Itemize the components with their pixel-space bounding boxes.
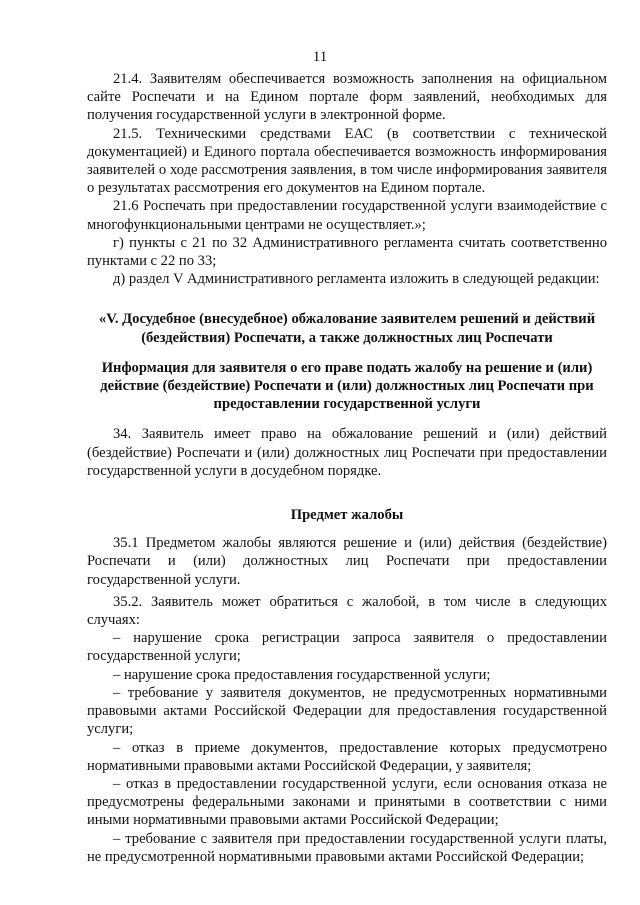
page-number: 11 bbox=[312, 49, 328, 65]
list-item: – нарушение срока регистрации запроса заявителя о предоставлении государственной услуги; bbox=[87, 630, 607, 665]
list-item: – нарушение срока предоставления государственной услуги; bbox=[113, 666, 491, 683]
subject-heading: Предмет жалобы bbox=[290, 507, 404, 524]
list-item: – отказ в предоставлении государственной услуги, если основания отказа не предусмотрены федеральными законами и принятыми в соответствии с ними иными нормативными правовыми актами Российской Федерации; bbox=[87, 775, 607, 829]
paragraph-35-1: 35.1 Предметом жалобы являются решение и (или) действия (бездействие) Роспечати и (или) должностных лиц Роспечати при предоставлении государственной услуги. bbox=[87, 535, 607, 588]
document-body bbox=[87, 70, 607, 866]
paragraph-35-2: 35.2. Заявитель может обратиться с жалобой, в том числе в следующих случаях: bbox=[87, 593, 607, 629]
paragraph-d: д) раздел V Административного регламента изложить в следующей редакции: bbox=[113, 271, 600, 288]
list-item: – отказ в приеме документов, предоставление которых предусмотрено нормативными правовыми актами Российской Федерации, у заявителя; bbox=[87, 739, 607, 774]
info-heading: Информация для заявителя о его праве подать жалобу на решение и (или) действие (бездействие) Роспечати и (или) должностных лиц Роспечати при предоставлении государственной услуги bbox=[100, 359, 594, 413]
section-v-heading: «V. Досудебное (внесудебное) обжалование заявителем решений и действий (бездействия) Роспечати, а также должностных лиц Роспечати bbox=[98, 311, 596, 346]
paragraph-34: 34. Заявитель имеет право на обжалование решений и (или) действий (бездействие) Роспечати и (или) должностных лиц Роспечати при предоставлении государственной услуги в досудебном порядке. bbox=[87, 426, 607, 479]
paragraph-21-6: 21.6 Роспечать при предоставлении государственной услуги взаимодействие с многофункциональными центрами не осуществляет.»; bbox=[87, 198, 607, 233]
list-item: – требование у заявителя документов, не предусмотренных нормативными правовыми актами Российской Федерации для предоставления государственной услуги; bbox=[87, 684, 607, 738]
paragraph-21-5: 21.5. Техническими средствами ЕАС (в соответствии с технической документацией) и Единого портала обеспечивается возможность информирования заявителей о ходе рассмотрения заявления, в том числе информирования заявителя о результатах рассмотрения его документов на Едином портале. bbox=[87, 125, 607, 197]
list-item: – требование с заявителя при предоставлении государственной услуги платы, не предусмотренной нормативными правовыми актами Российской Федерации; bbox=[87, 830, 607, 865]
paragraph-21-4: 21.4. Заявителям обеспечивается возможность заполнения на официальном сайте Роспечати и на Едином портале форм заявлений, необходимых для получения государственной услуги в электронной форме. bbox=[87, 71, 607, 124]
paragraph-g: г) пункты с 21 по 32 Административного регламента считать соответственно пунктами с 22 по 33; bbox=[87, 234, 607, 270]
